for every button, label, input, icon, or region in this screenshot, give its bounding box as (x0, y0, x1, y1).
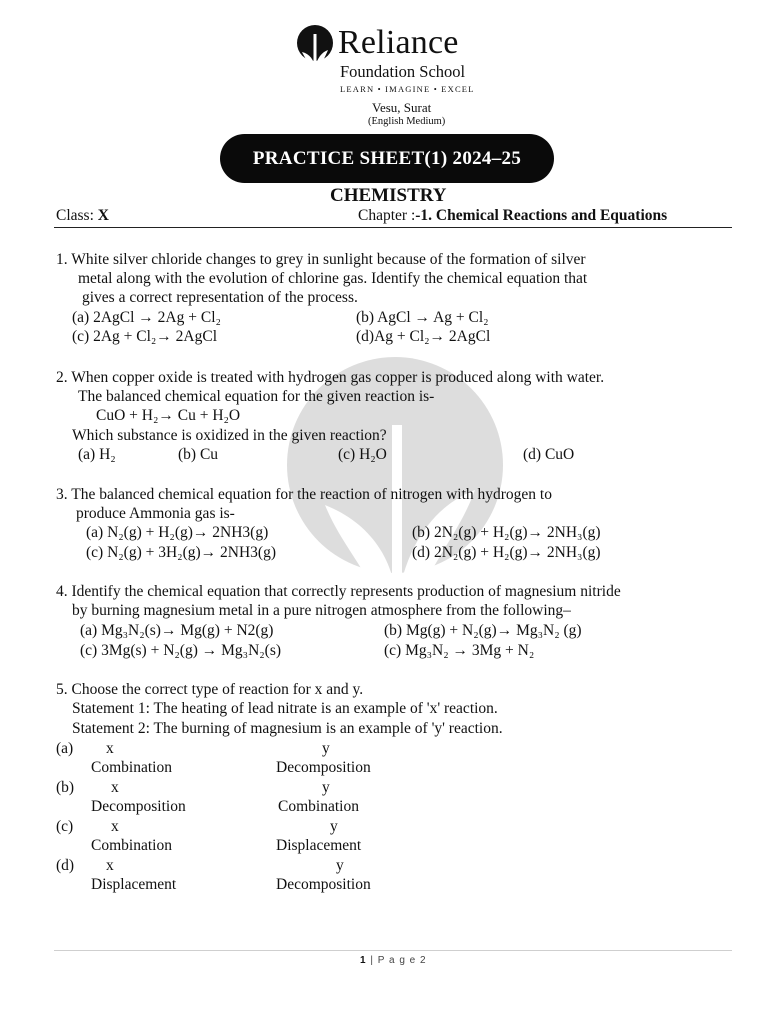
subject-title: CHEMISTRY (330, 185, 447, 206)
q5-option-y-head: y (336, 857, 344, 874)
q3-option-a: (a) N₂(g) + H₂(g)→ 2NH3(g) (86, 524, 269, 541)
q5-statement-2: Statement 2: The burning of magnesium is an example of 'y' reaction. (72, 720, 503, 737)
q5-line1: 5. Choose the correct type of reaction for x and y. (56, 681, 364, 698)
page-text: P a g e 2 (377, 955, 427, 966)
q2-option-d: (d) CuO (523, 446, 575, 463)
class-value: X (97, 207, 109, 224)
q3-option-c: (c) N₂(g) + 3H₂(g)→ 2NH3(g) (86, 544, 276, 561)
q1-line1: 1. White silver chloride changes to grey in sunlight because of the formation of silver (56, 251, 586, 268)
page-number: 1 (360, 955, 367, 966)
chapter-info (358, 207, 667, 225)
q2-option-b: (b) Cu (178, 446, 219, 463)
reliance-logo-icon (296, 24, 334, 84)
school-medium: (English Medium) (368, 116, 446, 127)
q1-option-d: (d)Ag + Cl₂→ 2AgCl (356, 328, 491, 345)
q5-option-y-value: Decomposition (276, 759, 371, 776)
q1-option-b: (b) AgCl → Ag + Cl₂ (356, 309, 489, 326)
footer-separator: | (366, 955, 378, 966)
q5-option-label: (d) (56, 857, 75, 874)
class-label: Class: (56, 207, 98, 224)
q4-option-d: (c) Mg₃N₂ → 3Mg + N₂ (384, 642, 535, 659)
q2-option-a: (a) H₂ (78, 446, 116, 463)
brand-name: Reliance (338, 24, 459, 61)
q4-option-b: (b) Mg(g) + N₂(g)→ Mg₃N₂ (g) (384, 622, 582, 639)
q2-option-c: (c) H₂O (338, 446, 387, 463)
q1-option-c: (c) 2Ag + Cl₂→ 2AgCl (72, 328, 218, 345)
q5-option-x-value: Combination (91, 759, 172, 776)
q2-equation: CuO + H₂→ Cu + H₂O (96, 407, 241, 424)
q5-option-label: (b) (56, 779, 75, 796)
q5-option-y-value: Decomposition (276, 876, 371, 893)
school-location: Vesu, Surat (372, 100, 432, 115)
q5-option-y-head: y (330, 818, 338, 835)
q2-line4: Which substance is oxidized in the given reaction? (72, 427, 387, 444)
q5-option-y-head: y (322, 779, 330, 796)
q4-line2: by burning magnesium metal in a pure nitrogen atmosphere from the following– (72, 602, 571, 619)
brand-tagline: LEARN • IMAGINE • EXCEL (340, 84, 475, 94)
q5-option-y-head: y (322, 740, 330, 757)
brand-subtitle: Foundation School (340, 62, 466, 81)
q3-line2: produce Ammonia gas is- (76, 505, 235, 522)
chapter-value: -1. Chemical Reactions and Equations (415, 207, 668, 224)
q5-option-x-value: Decomposition (91, 798, 186, 815)
q4-option-a: (a) Mg₃N₂(s)→ Mg(g) + N2(g) (80, 622, 274, 639)
q1-option-a: (a) 2AgCl → 2Ag + Cl₂ (72, 309, 221, 326)
q5-option-x-head: x (106, 857, 114, 874)
q5-option-y-value: Combination (278, 798, 359, 815)
q1-line2: metal along with the evolution of chlorine gas. Identify the chemical equation that (78, 270, 588, 287)
page-footer (360, 955, 427, 966)
q5-statement-1: Statement 1: The heating of lead nitrate is an example of 'x' reaction. (72, 700, 498, 717)
q5-option-y-value: Displacement (276, 837, 362, 854)
q5-option-x-value: Displacement (91, 876, 177, 893)
footer-divider (54, 950, 732, 951)
q3-option-d: (d) 2N₂(g) + H₂(g)→ 2NH₃(g) (412, 544, 601, 561)
q5-option-x-value: Combination (91, 837, 172, 854)
practice-sheet-banner: PRACTICE SHEET(1) 2024–25 (220, 134, 554, 183)
q4-line1: 4. Identify the chemical equation that correctly represents production of magnesium nitride (56, 583, 621, 600)
class-info (56, 207, 109, 225)
q2-line2: The balanced chemical equation for the given reaction is- (78, 388, 435, 405)
header-divider (54, 227, 732, 228)
q5-option-x-head: x (111, 818, 119, 835)
q3-line1: 3. The balanced chemical equation for the reaction of nitrogen with hydrogen to (56, 486, 552, 503)
q4-option-c: (c) 3Mg(s) + N₂(g) → Mg₃N₂(s) (80, 642, 282, 659)
q5-option-label: (c) (56, 818, 74, 835)
q3-option-b: (b) 2N₂(g) + H₂(g)→ 2NH₃(g) (412, 524, 601, 541)
q2-line1: 2. When copper oxide is treated with hydrogen gas copper is produced along with water. (56, 369, 605, 386)
q5-option-x-head: x (111, 779, 119, 796)
q5-option-x-head: x (106, 740, 114, 757)
q5-option-label: (a) (56, 740, 74, 757)
chapter-label: Chapter : (358, 207, 416, 224)
q1-line3: gives a correct representation of the process. (82, 289, 358, 306)
